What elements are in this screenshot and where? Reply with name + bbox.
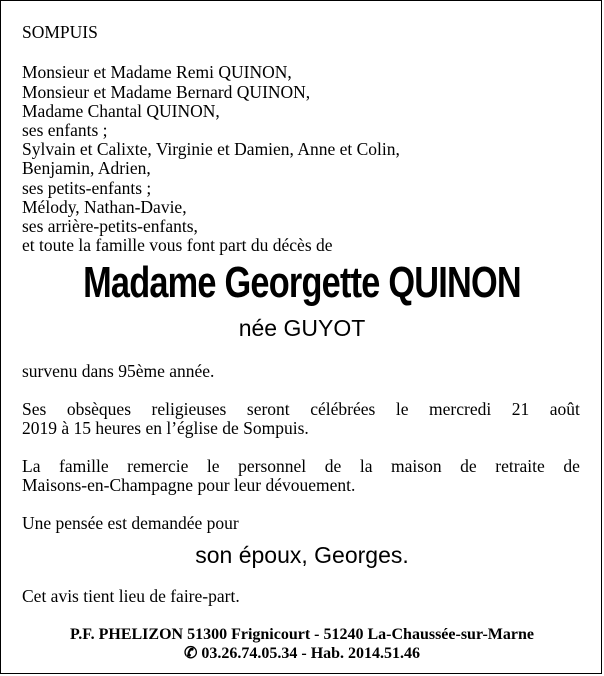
word: de xyxy=(460,456,477,476)
family-line: Monsieur et Madame Bernard QUINON, xyxy=(22,82,311,102)
word: 21 xyxy=(511,399,530,419)
town-heading: SOMPUIS xyxy=(22,22,98,42)
maiden-name: née GUYOT xyxy=(238,315,366,341)
notice-line: Cet avis tient lieu de faire-part. xyxy=(22,586,240,606)
funeral-line-1 xyxy=(22,399,580,419)
thanks-line-1 xyxy=(22,456,580,476)
age-line: survenu dans 95ème année. xyxy=(22,361,215,381)
word: famille xyxy=(59,456,109,476)
deceased-name: Madame Georgette QUINON xyxy=(83,258,521,307)
family-line: ses arrière-petits-enfants, xyxy=(22,216,198,236)
word: obsèques xyxy=(66,399,131,419)
word: août xyxy=(549,399,580,419)
family-line: Madame Chantal QUINON, xyxy=(22,101,220,121)
family-line: et toute la famille vous font part du décès de xyxy=(22,235,333,255)
word: retraite xyxy=(495,456,545,476)
word: la xyxy=(359,456,373,476)
word: le xyxy=(395,399,409,419)
word: de xyxy=(324,456,342,476)
family-line: Monsieur et Madame Remi QUINON, xyxy=(22,62,292,82)
family-line: Benjamin, Adrien, xyxy=(22,158,151,178)
family-line: ses enfants ; xyxy=(22,120,108,140)
spouse-line: son époux, Georges. xyxy=(195,542,409,568)
word: célébrées xyxy=(310,399,376,419)
word: personnel xyxy=(238,456,307,476)
word: mercredi xyxy=(429,399,492,419)
family-line: Mélody, Nathan-Davie, xyxy=(22,197,187,217)
word: La xyxy=(22,456,41,476)
family-line: ses petits-enfants ; xyxy=(22,178,152,198)
funeral-line-2: 2019 à 15 heures en l’église de Sompuis. xyxy=(22,418,309,438)
contact-line: ✆ 03.26.74.05.34 - Hab. 2014.51.46 xyxy=(183,645,421,662)
word: maison xyxy=(391,456,442,476)
thanks-line-2: Maisons-en-Champagne pour leur dévouement. xyxy=(22,475,356,495)
word: remercie xyxy=(127,456,189,476)
funeral-home-line: P.F. PHELIZON 51300 Frignicourt - 51240 La-Chaussée-sur-Marne xyxy=(70,626,534,643)
word: seront xyxy=(246,399,290,419)
word: le xyxy=(206,456,220,476)
word: Ses xyxy=(22,399,47,419)
family-line: Sylvain et Calixte, Virginie et Damien, Anne et Colin, xyxy=(22,139,400,159)
word: de xyxy=(563,456,580,476)
thought-line: Une pensée est demandée pour xyxy=(22,513,239,533)
word: religieuses xyxy=(151,399,227,419)
